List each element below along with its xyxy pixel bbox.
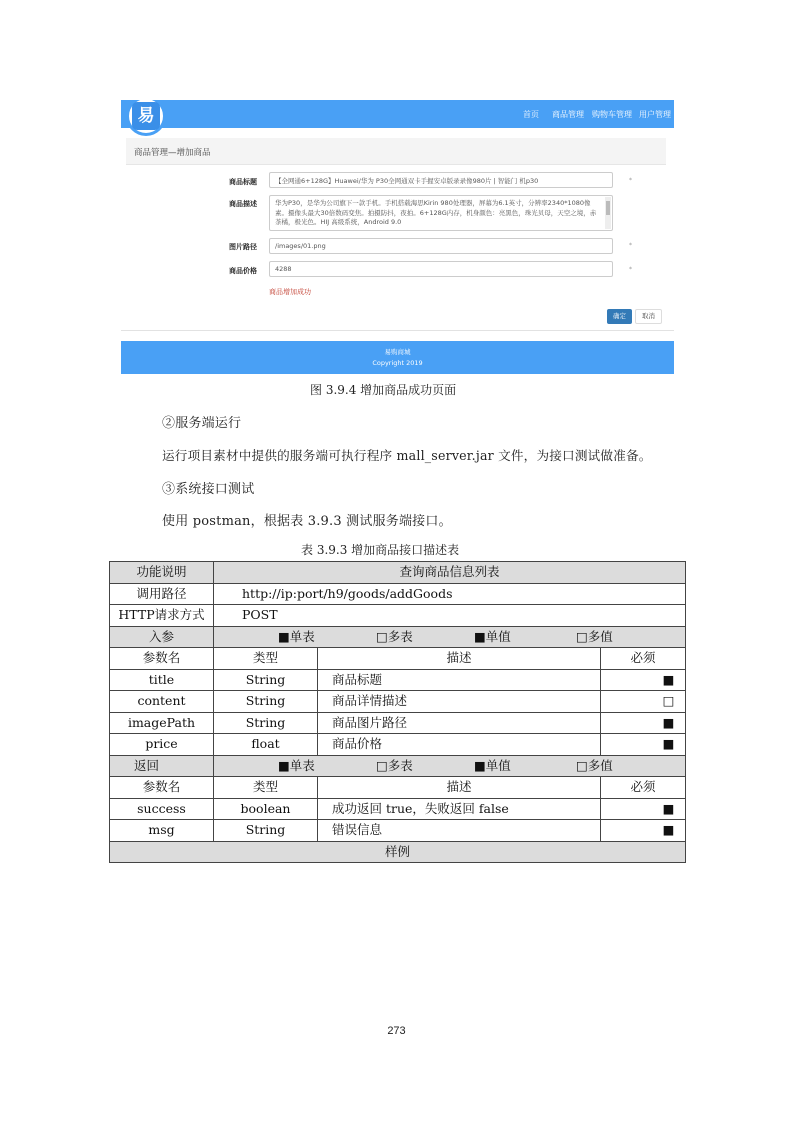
- param-desc: 错误信息: [318, 820, 601, 842]
- success-message: 商品增加成功: [269, 288, 311, 296]
- image-required-mark: *: [629, 242, 632, 249]
- price-label: 商品价格: [229, 267, 257, 275]
- param-required: ■: [601, 820, 686, 842]
- title-required-mark: *: [629, 177, 632, 184]
- content-textarea[interactable]: [269, 195, 613, 231]
- table-row: [110, 798, 686, 820]
- opt-multi-value: □多值: [576, 757, 613, 773]
- param-desc: 成功返回 true，失败返回 false: [318, 798, 601, 820]
- page-number: 273: [387, 1025, 406, 1037]
- nav-goods[interactable]: 商品管理: [552, 110, 584, 119]
- col-name: 参数名: [110, 777, 214, 799]
- param-desc: 商品详情描述: [318, 691, 601, 713]
- param-name: content: [110, 691, 214, 713]
- api-description-table: [109, 561, 686, 863]
- app-footer: [121, 341, 674, 374]
- col-required: 必须: [601, 648, 686, 670]
- opt-multi-table: □多表: [376, 757, 413, 773]
- param-type: boolean: [214, 798, 318, 820]
- out-label: 返回: [110, 755, 214, 777]
- param-type: float: [214, 734, 318, 756]
- opt-single-table: ■单表: [278, 757, 315, 773]
- param-desc: 商品标题: [318, 669, 601, 691]
- param-name: imagePath: [110, 712, 214, 734]
- table-row: [110, 712, 686, 734]
- param-required: ■: [601, 712, 686, 734]
- param-name: price: [110, 734, 214, 756]
- table-row: [110, 669, 686, 691]
- content-text: 华为P30，是华为公司旗下一款手机。手机搭载海思Kirin 980处理器，屏幕为6.1英寸，分辨率2340*1080像素。摄像头最大30倍数码变焦。拍摄防抖，夜拍。6+128G内存，机身颜色：亮黑色，珠光贝母，天空之境，赤茶橘，极光色。HIJ 高级系统，Android 9.0: [275, 199, 597, 226]
- opt-single-value: ■单值: [474, 628, 511, 644]
- content-label: 商品描述: [229, 200, 257, 208]
- param-name: msg: [110, 820, 214, 842]
- param-type: String: [214, 820, 318, 842]
- col-type: 类型: [214, 648, 318, 670]
- opt-single-value: ■单值: [474, 757, 511, 773]
- param-required: □: [601, 691, 686, 713]
- param-type: String: [214, 712, 318, 734]
- param-desc: 商品图片路径: [318, 712, 601, 734]
- logo-char: 易: [132, 102, 160, 130]
- path-label: 调用路径: [110, 583, 214, 605]
- col-required: 必须: [601, 777, 686, 799]
- out-options: [214, 755, 686, 777]
- opt-multi-value: □多值: [576, 628, 613, 644]
- param-name: title: [110, 669, 214, 691]
- example-label: 样例: [110, 841, 686, 863]
- func-label: 功能说明: [110, 562, 214, 584]
- app-header: [121, 100, 674, 128]
- title-input[interactable]: 【全网通6+128G】Huawei/华为 P30全网通双卡手握安卓版录录像980片 | 智能门 机p30: [269, 172, 613, 188]
- image-label: 图片路径: [229, 243, 257, 251]
- method-label: HTTP请求方式: [110, 605, 214, 627]
- price-input[interactable]: 4288: [269, 261, 613, 277]
- table-row: [110, 734, 686, 756]
- in-label: 入参: [110, 626, 214, 648]
- paragraph-server-run: ②服务端运行: [162, 416, 242, 431]
- panel-title: 商品管理—增加商品: [134, 148, 211, 158]
- image-path-input[interactable]: /images/01.png: [269, 238, 613, 254]
- param-required: ■: [601, 669, 686, 691]
- table-row: [110, 820, 686, 842]
- table-caption: 表 3.9.3 增加商品接口描述表: [301, 543, 460, 557]
- param-required: ■: [601, 734, 686, 756]
- col-name: 参数名: [110, 648, 214, 670]
- divider: [121, 330, 674, 331]
- table-row: [110, 777, 686, 799]
- nav-users[interactable]: 用户管理: [639, 110, 671, 119]
- param-required: ■: [601, 798, 686, 820]
- param-name: success: [110, 798, 214, 820]
- param-type: String: [214, 691, 318, 713]
- param-desc: 商品价格: [318, 734, 601, 756]
- col-desc: 描述: [318, 648, 601, 670]
- cancel-button[interactable]: 取消: [635, 309, 662, 324]
- table-row: [110, 605, 686, 627]
- paragraph-server-desc: 运行项目素材中提供的服务端可执行程序 mall_server.jar 文件，为接口测试做准备。: [162, 448, 652, 463]
- paragraph-postman: 使用 postman，根据表 3.9.3 测试服务端接口。: [162, 514, 452, 529]
- paragraph-api-test: ③系统接口测试: [162, 482, 255, 497]
- col-desc: 描述: [318, 777, 601, 799]
- opt-single-table: ■单表: [278, 628, 315, 644]
- figure-caption: 图 3.9.4 增加商品成功页面: [310, 383, 457, 397]
- confirm-button[interactable]: 确定: [607, 309, 632, 324]
- opt-multi-table: □多表: [376, 628, 413, 644]
- table-row: [110, 648, 686, 670]
- panel-header: [126, 138, 666, 165]
- nav-home[interactable]: 首页: [523, 110, 539, 119]
- title-label: 商品标题: [229, 178, 257, 186]
- nav-cart[interactable]: 购物车管理: [592, 110, 632, 119]
- footer-copyright: Copyright 2019: [372, 359, 423, 367]
- table-row: [110, 841, 686, 863]
- screenshot-figure: [121, 100, 674, 374]
- path-value: http://ip:port/h9/goods/addGoods: [214, 583, 686, 605]
- table-row: [110, 583, 686, 605]
- table-row: [110, 562, 686, 584]
- in-options: [214, 626, 686, 648]
- param-type: String: [214, 669, 318, 691]
- table-row: [110, 755, 686, 777]
- method-value: POST: [214, 605, 686, 627]
- table-row: [110, 626, 686, 648]
- app-logo: [126, 100, 166, 136]
- price-required-mark: *: [629, 266, 632, 273]
- col-type: 类型: [214, 777, 318, 799]
- footer-brand: 易购商城: [384, 348, 411, 356]
- table-row: [110, 691, 686, 713]
- textarea-scrollbar[interactable]: [605, 197, 611, 229]
- func-value: 查询商品信息列表: [214, 562, 686, 584]
